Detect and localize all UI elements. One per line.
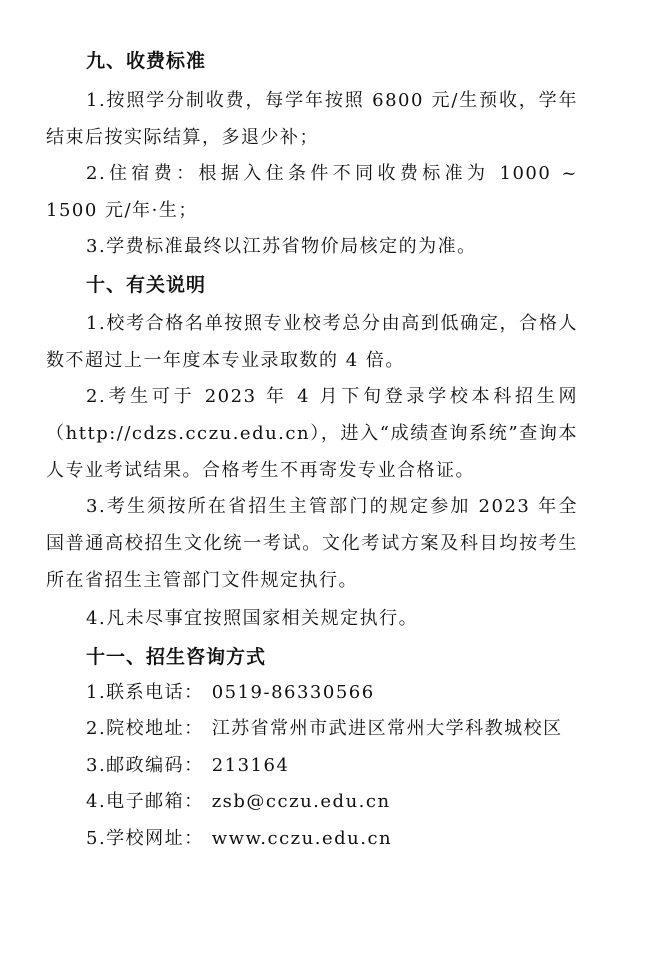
contact-postcode-label: 3.邮政编码： — [86, 755, 204, 776]
contact-phone-line — [86, 680, 375, 706]
contact-phone-value: 0519-86330566 — [211, 682, 375, 703]
contact-email-line — [86, 789, 391, 815]
contact-postcode-value: 213164 — [211, 755, 290, 776]
contact-phone-label: 1.联系电话： — [86, 682, 204, 703]
notes-paragraph-3: 3.考生须按所在省招生主管部门的规定参加 2023 年全国普通高校招生文化统一考试。文化考试方案及科目均按考生所在省招生主管部门文件规定执行。 — [46, 496, 578, 591]
contact-website-label: 5.学校网址： — [86, 828, 204, 849]
notes-paragraph-1: 1.校考合格名单按照专业校考总分由高到低确定，合格人数不超过上一年度本专业录取数的 4 倍。 — [46, 313, 578, 371]
notes-paragraph-4: 4.凡未尽事宜按照国家相关规定执行。 — [86, 608, 419, 629]
contact-address-label: 2.院校地址： — [86, 718, 204, 739]
notes-paragraph-2: 2.考生可于 2023 年 4 月下旬登录学校本科招生网（http://cdzs.cczu.edu.cn），进入“成绩查询系统”查询本人专业考试结果。合格考生不再寄发专业合格证。 — [46, 386, 578, 481]
fees-paragraph-3: 3.学费标准最终以江苏省物价局核定的为准。 — [86, 236, 477, 257]
contact-address-line — [86, 716, 563, 742]
fees-paragraph-1: 1.按照学分制收费，每学年按照 6800 元/生预收，学年结束后按实际结算，多退少补； — [46, 90, 578, 148]
contact-postcode-line — [86, 753, 289, 779]
contact-website-value: www.cczu.edu.cn — [211, 828, 393, 849]
section-title-notes: 十、有关说明 — [86, 274, 207, 296]
section-title-fees: 九、收费标准 — [86, 50, 207, 72]
fees-paragraph-2: 2.住宿费：根据入住条件不同收费标准为 1000 ~ 1500 元/年·生； — [46, 163, 578, 221]
contact-website-line — [86, 826, 392, 852]
contact-address-value: 江苏省常州市武进区常州大学科教城校区 — [211, 718, 563, 739]
contact-email-value: zsb@cczu.edu.cn — [211, 791, 391, 812]
section-title-contact: 十一、招生咨询方式 — [86, 646, 267, 668]
contact-email-label: 4.电子邮箱： — [86, 791, 204, 812]
